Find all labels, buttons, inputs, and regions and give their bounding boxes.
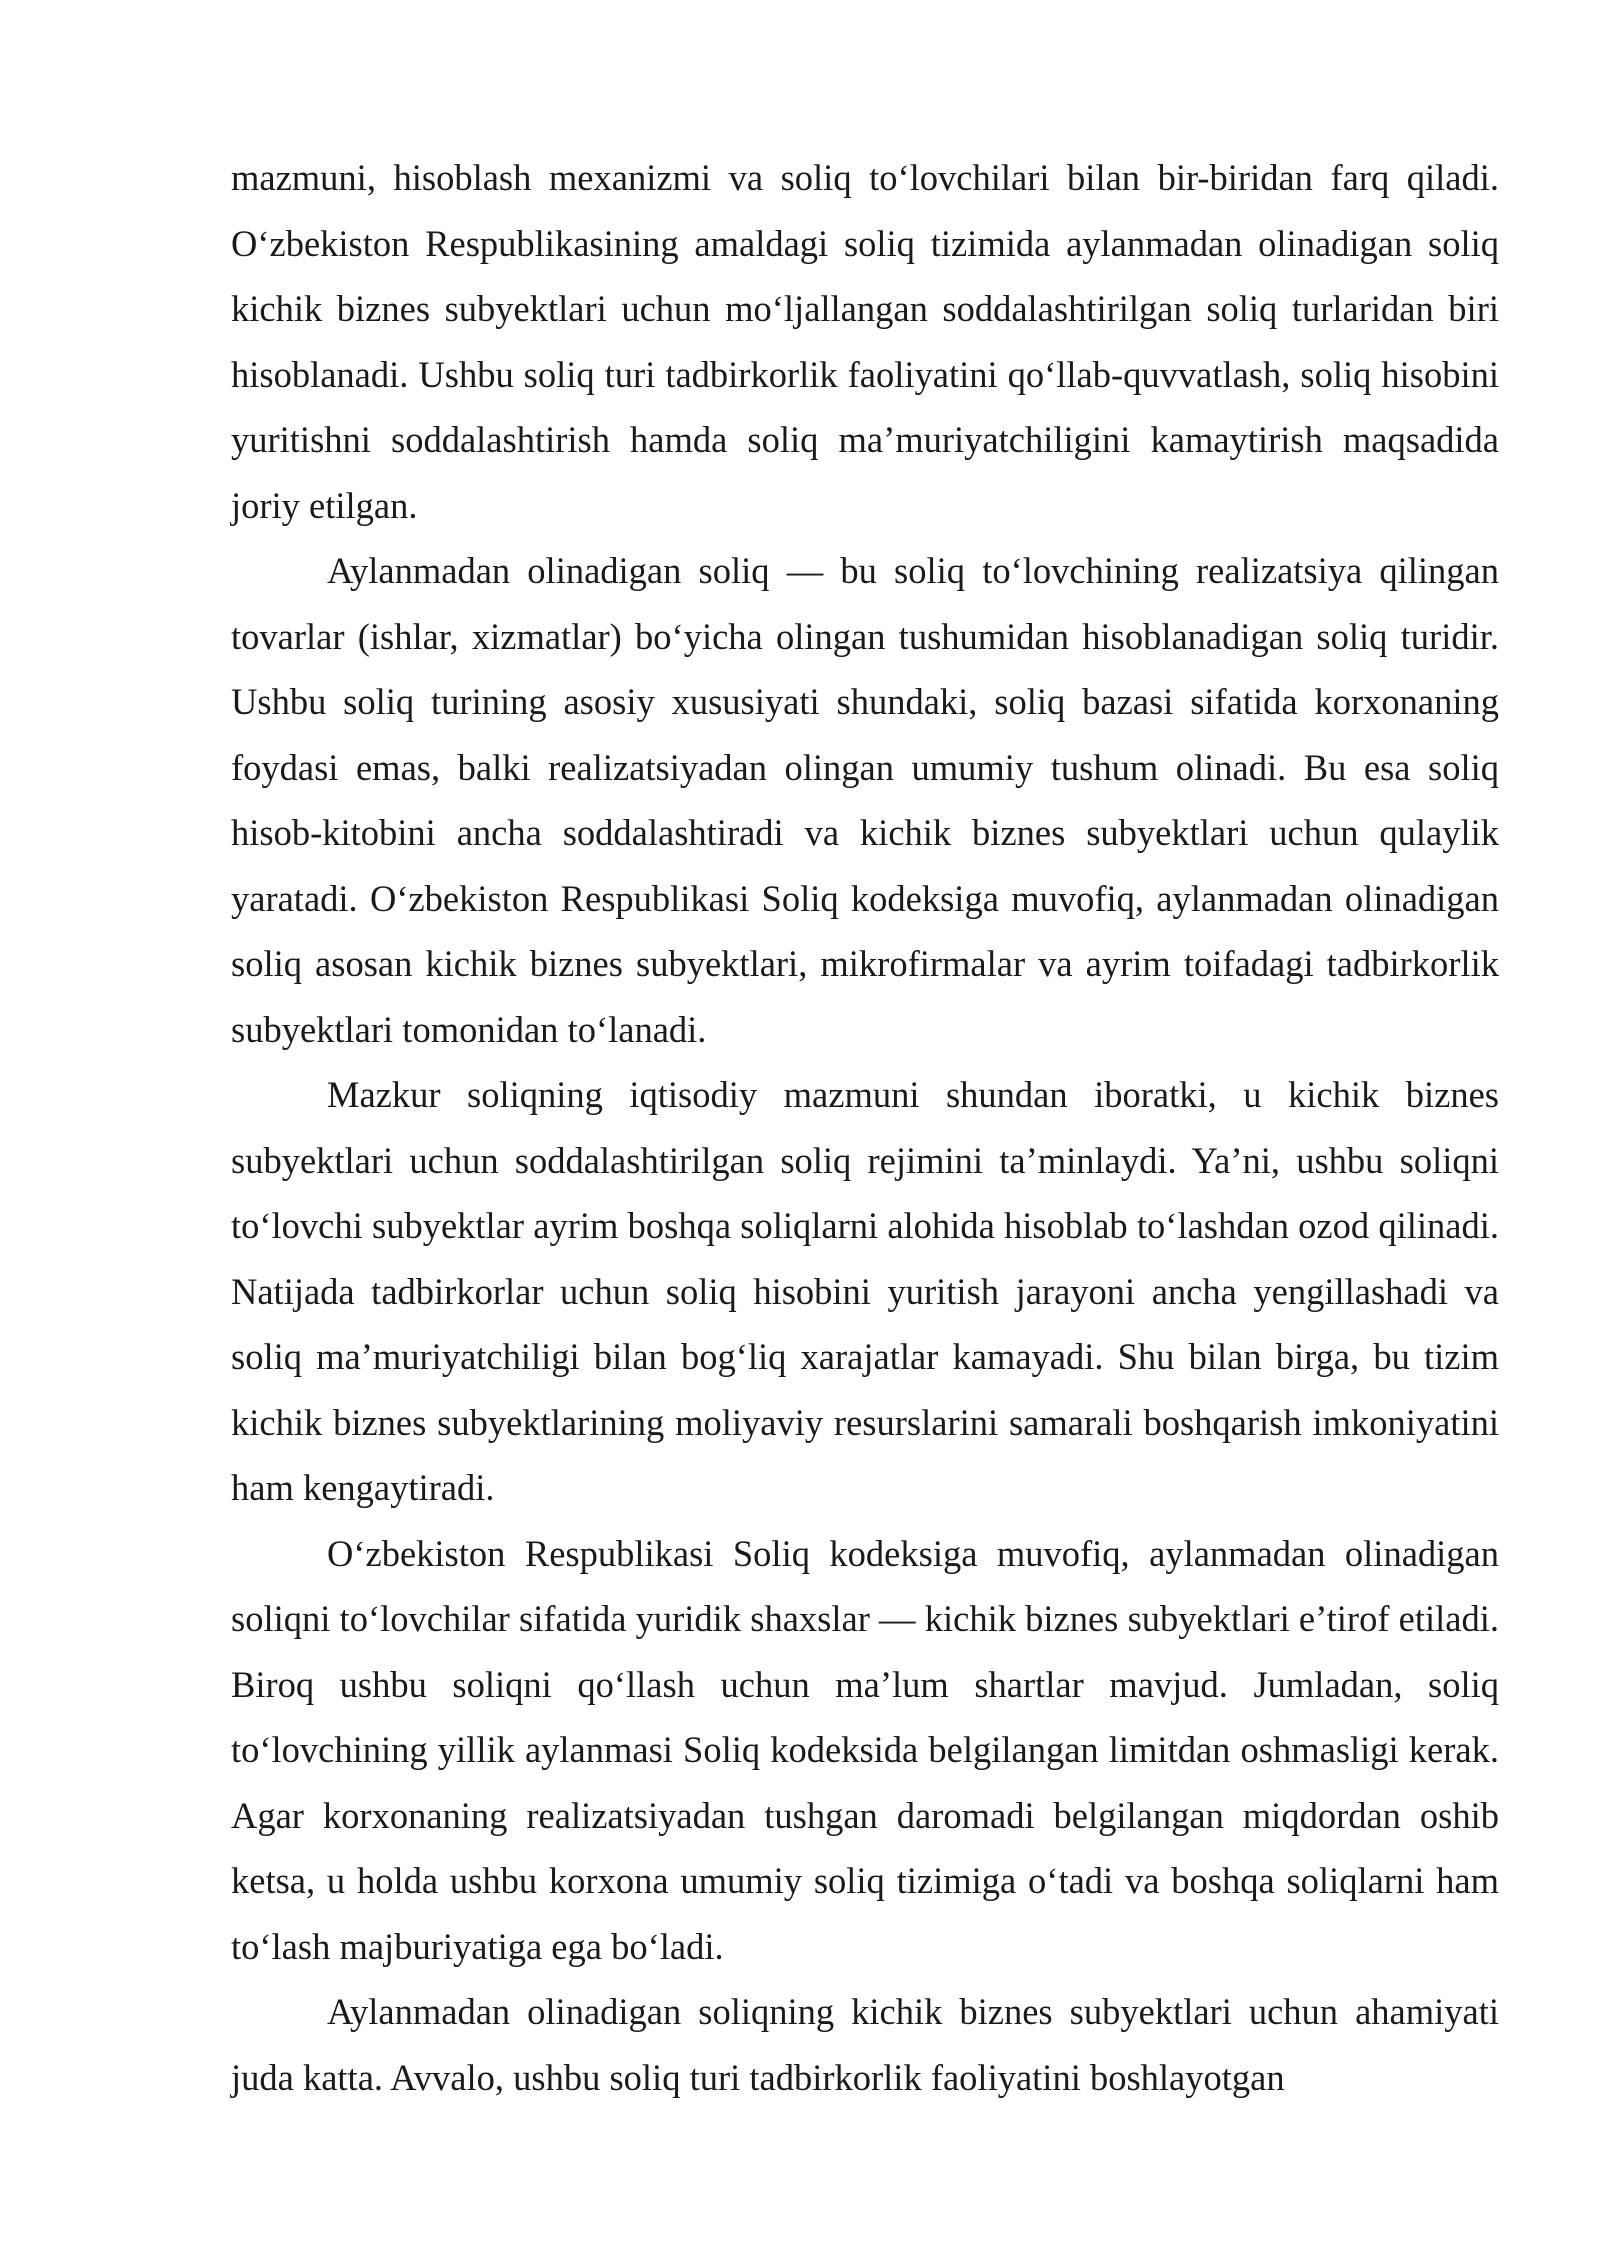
paragraph-economic-content: Mazkur soliqning iqtisodiy mazmuni shundan iboratki, u kichik biznes subyektlari uchun soddalashtirilgan soliq rejimini ta’minlaydi. Ya’ni, ushbu soliqni to‘lovchi subyektlar ayrim boshqa soliqlarni alohida hisoblab to‘lashdan ozod qilinadi. Natijada tadbirkorlar uchun soliq hisobini yuritish jarayoni ancha yengillashadi va soliq ma’muriyatchiligi bilan bog‘liq xarajatlar kamayadi. Shu bilan birga, bu tizim kichik biznes subyektlarining moliyaviy resurslarini samarali boshqarish imkoniyatini ham kengaytiradi. <box>231 1074 1499 1508</box>
paragraph-continuation: mazmuni, hisoblash mexanizmi va soliq to‘lovchilari bilan bir-biridan farq qiladi. O‘zbekiston Respublikasining amaldagi soliq tizimida aylanmadan olinadigan soliq kichik biznes subyektlari uchun mo‘ljallangan soddalashtirilgan soliq turlaridan biri hisoblanadi. Ushbu soliq turi tadbirkorlik faoliyatini qo‘llab-quvvatlash, soliq hisobini yuritishni soddalashtirish hamda soliq ma’muriyatchiligini kamaytirish maqsadida joriy etilgan. <box>231 157 1499 526</box>
document-page <box>231 145 1499 2110</box>
paragraph-turnover-tax-definition: Aylanmadan olinadigan soliq — bu soliq to‘lovchining realizatsiya qilingan tovarlar (ishlar, xizmatlar) bo‘yicha olingan tushumidan hisoblanadigan soliq turidir. Ushbu soliq turining asosiy xususiyati shundaki, soliq bazasi sifatida korxonaning foydasi emas, balki realizatsiyadan olingan umumiy tushum olinadi. Bu esa soliq hisob-kitobini ancha soddalashtiradi va kichik biznes subyektlari uchun qulaylik yaratadi. O‘zbekiston Respublikasi Soliq kodeksiga muvofiq, aylanmadan olinadigan soliq asosan kichik biznes subyektlari, mikrofirmalar va ayrim toifadagi tadbirkorlik subyektlari tomonidan to‘lanadi. <box>231 550 1499 1050</box>
paragraph-taxpayers: O‘zbekiston Respublikasi Soliq kodeksiga muvofiq, aylanmadan olinadigan soliqni to‘lovchilar sifatida yuridik shaxslar — kichik biznes subyektlari e’tirof etiladi. Biroq ushbu soliqni qo‘llash uchun ma’lum shartlar mavjud. Jumladan, soliq to‘lovchining yillik aylanmasi Soliq kodeksida belgilangan limitdan oshmasligi kerak. Agar korxonaning realizatsiyadan tushgan daromadi belgilangan miqdordan oshib ketsa, u holda ushbu korxona umumiy soliq tizimiga o‘tadi va boshqa soliqlarni ham to‘lash majburiyatiga ega bo‘ladi. <box>231 1532 1499 1967</box>
paragraph-importance: Aylanmadan olinadigan soliqning kichik biznes subyektlari uchun ahamiyati juda katta. Avvalo, ushbu soliq turi tadbirkorlik faoliyatini boshlayotgan <box>231 1991 1499 2098</box>
